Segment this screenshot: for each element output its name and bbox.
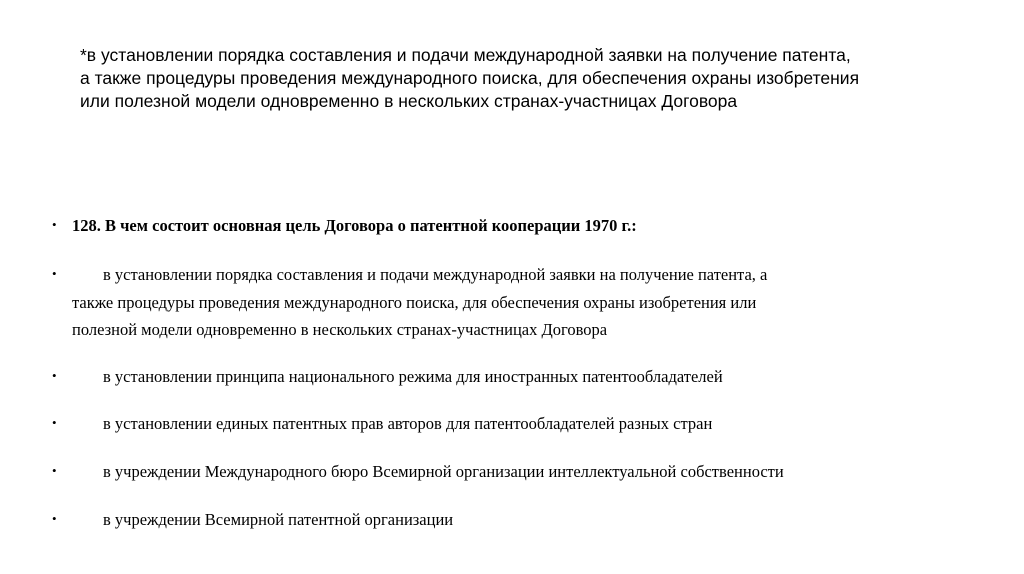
- option-text: в установлении порядка составления и подачи международной заявки на получение патента, а: [103, 265, 768, 284]
- answer-line-2: а также процедуры проведения международного поиска, для обеспечения охраны изобретения: [80, 68, 860, 88]
- option-1-continuation-2: полезной модели одновременно в нескольких странах-участницах Договора: [72, 320, 608, 339]
- option-text: в учреждении Всемирной патентной организации: [103, 510, 454, 529]
- bullet-icon: •: [52, 511, 57, 526]
- bullet-icon: •: [52, 463, 57, 478]
- answer-line-3: или полезной модели одновременно в нескольких странах-участницах Договора: [80, 91, 738, 111]
- option-1-continuation-1: также процедуры проведения международного поиска, для обеспечения охраны изобретения или: [72, 293, 757, 312]
- option-text: в установлении единых патентных прав авторов для патентообладателей разных стран: [103, 414, 713, 433]
- bullet-icon: •: [52, 368, 57, 383]
- bullet-icon: •: [52, 415, 57, 430]
- question-title: 128. В чем состоит основная цель Договора о патентной кооперации 1970 г.:: [72, 216, 637, 235]
- bullet-icon: •: [52, 217, 57, 232]
- option-text: в учреждении Международного бюро Всемирной организации интеллектуальной собственности: [103, 462, 784, 481]
- bullet-icon: •: [52, 266, 57, 281]
- option-text: в установлении принципа национального режима для иностранных патентообладателей: [103, 367, 723, 386]
- answer-line-1: *в установлении порядка составления и подачи международной заявки на получение патента,: [80, 45, 851, 65]
